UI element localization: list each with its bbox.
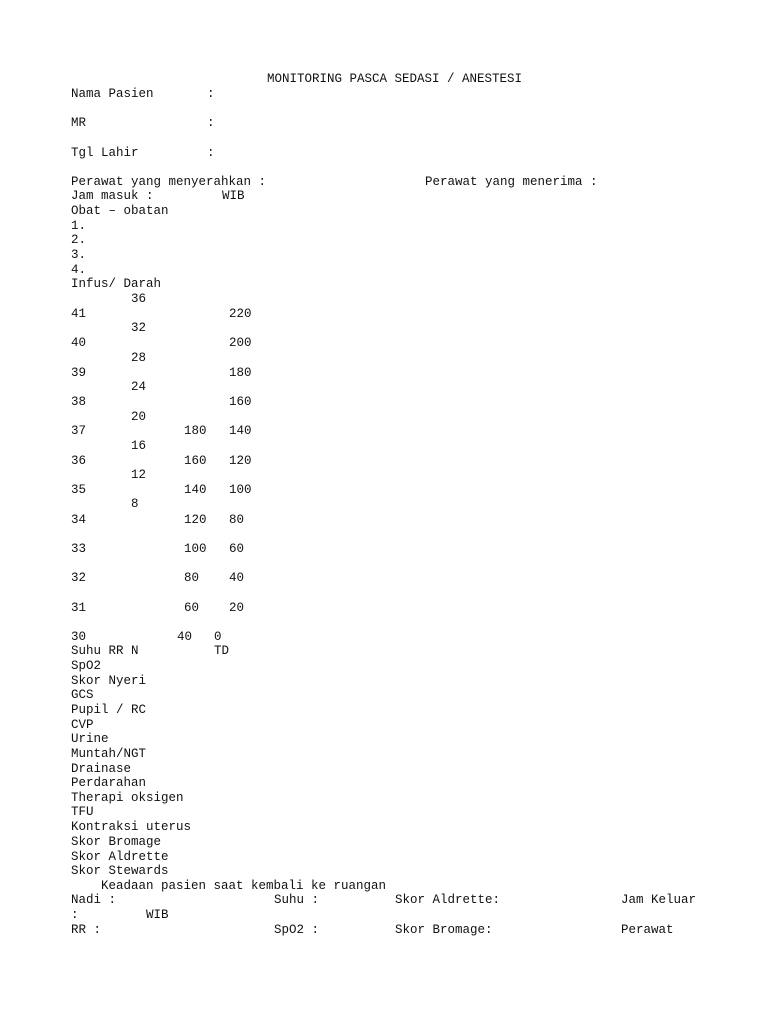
- suhu-scale-value: 35: [71, 483, 87, 497]
- nurse-giver-label: Perawat yang menyerahkan :: [71, 175, 267, 189]
- medication-item: 1.: [71, 219, 87, 233]
- rr-scale-value: 8: [131, 497, 139, 511]
- return-wib: WIB: [146, 908, 169, 922]
- rr-scale-value: 20: [131, 410, 147, 424]
- parameter-label: GCS: [71, 688, 94, 702]
- nadi-scale-value: 80: [184, 571, 200, 585]
- suhu-scale-value: 34: [71, 513, 87, 527]
- nadi-scale-value: 160: [184, 454, 207, 468]
- parameter-label: Pupil / RC: [71, 703, 147, 717]
- suhu-scale-value: 36: [71, 454, 87, 468]
- nadi-scale-value: 140: [184, 483, 207, 497]
- suhu-scale-value: 39: [71, 366, 87, 380]
- time-in-label: Jam masuk :: [71, 189, 154, 203]
- parameter-label: Skor Aldrette: [71, 850, 169, 864]
- td-scale-value: 80: [229, 513, 245, 527]
- rr-scale-value: 36: [131, 292, 147, 306]
- suhu-scale-value: 38: [71, 395, 87, 409]
- infusion-label: Infus/ Darah: [71, 277, 162, 291]
- suhu-scale-value: 31: [71, 601, 87, 615]
- suhu-scale-value: 41: [71, 307, 87, 321]
- medications-label: Obat – obatan: [71, 204, 169, 218]
- rr-scale-value: 12: [131, 468, 147, 482]
- medication-item: 4.: [71, 263, 87, 277]
- td-scale-value: 0: [214, 630, 222, 644]
- suhu-scale-value: 40: [71, 336, 87, 350]
- time-in-unit: WIB: [222, 189, 245, 203]
- parameter-label: Skor Bromage: [71, 835, 162, 849]
- parameter-label: Drainase: [71, 762, 132, 776]
- nadi-scale-value: 120: [184, 513, 207, 527]
- patient-mr-label: MR: [71, 116, 87, 130]
- return-nadi-label: Nadi :: [71, 893, 117, 907]
- td-label: TD: [214, 644, 230, 658]
- td-scale-value: 60: [229, 542, 245, 556]
- parameter-label: Urine: [71, 732, 109, 746]
- patient-dob-colon: :: [207, 146, 215, 160]
- return-aldrette-label: Skor Aldrette:: [395, 893, 501, 907]
- parameter-label: Skor Stewards: [71, 864, 169, 878]
- patient-dob-label: Tgl Lahir: [71, 146, 139, 160]
- parameter-label: SpO2: [71, 659, 102, 673]
- nurse-receiver-label: Perawat yang menerima :: [425, 175, 598, 189]
- return-jam-keluar-label: Jam Keluar: [621, 893, 697, 907]
- parameter-label: Muntah/NGT: [71, 747, 147, 761]
- form-title: MONITORING PASCA SEDASI / ANESTESI: [267, 72, 523, 86]
- return-suhu-label: Suhu :: [274, 893, 320, 907]
- td-scale-value: 120: [229, 454, 252, 468]
- suhu-scale-value: 37: [71, 424, 87, 438]
- parameter-label: Therapi oksigen: [71, 791, 184, 805]
- parameter-label: TFU: [71, 805, 94, 819]
- return-spo2-label: SpO2 :: [274, 923, 320, 937]
- parameter-label: Kontraksi uterus: [71, 820, 192, 834]
- td-scale-value: 160: [229, 395, 252, 409]
- td-scale-value: 100: [229, 483, 252, 497]
- suhu-scale-value: 32: [71, 571, 87, 585]
- medication-item: 3.: [71, 248, 87, 262]
- rr-scale-value: 24: [131, 380, 147, 394]
- td-scale-value: 140: [229, 424, 252, 438]
- parameter-label: Perdarahan: [71, 776, 147, 790]
- parameter-label: Skor Nyeri: [71, 674, 147, 688]
- nadi-scale-value: 40: [177, 630, 193, 644]
- medication-item: 2.: [71, 233, 87, 247]
- return-state-heading: Keadaan pasien saat kembali ke ruangan: [101, 879, 387, 893]
- return-bromage-label: Skor Bromage:: [395, 923, 493, 937]
- suhu-rr-n-label: Suhu RR N: [71, 644, 139, 658]
- td-scale-value: 180: [229, 366, 252, 380]
- nadi-scale-value: 180: [184, 424, 207, 438]
- patient-name-label: Nama Pasien: [71, 87, 154, 101]
- parameter-label: CVP: [71, 718, 94, 732]
- td-scale-value: 200: [229, 336, 252, 350]
- td-scale-value: 220: [229, 307, 252, 321]
- rr-scale-value: 28: [131, 351, 147, 365]
- return-perawat-label: Perawat: [621, 923, 674, 937]
- td-scale-value: 40: [229, 571, 245, 585]
- suhu-scale-value: 30: [71, 630, 87, 644]
- rr-scale-value: 16: [131, 439, 147, 453]
- nadi-scale-value: 100: [184, 542, 207, 556]
- patient-mr-colon: :: [207, 116, 215, 130]
- td-scale-value: 20: [229, 601, 245, 615]
- return-rr-label: RR :: [71, 923, 102, 937]
- return-jam-keluar-colon: :: [71, 908, 79, 922]
- patient-name-colon: :: [207, 87, 215, 101]
- rr-scale-value: 32: [131, 321, 147, 335]
- suhu-scale-value: 33: [71, 542, 87, 556]
- nadi-scale-value: 60: [184, 601, 200, 615]
